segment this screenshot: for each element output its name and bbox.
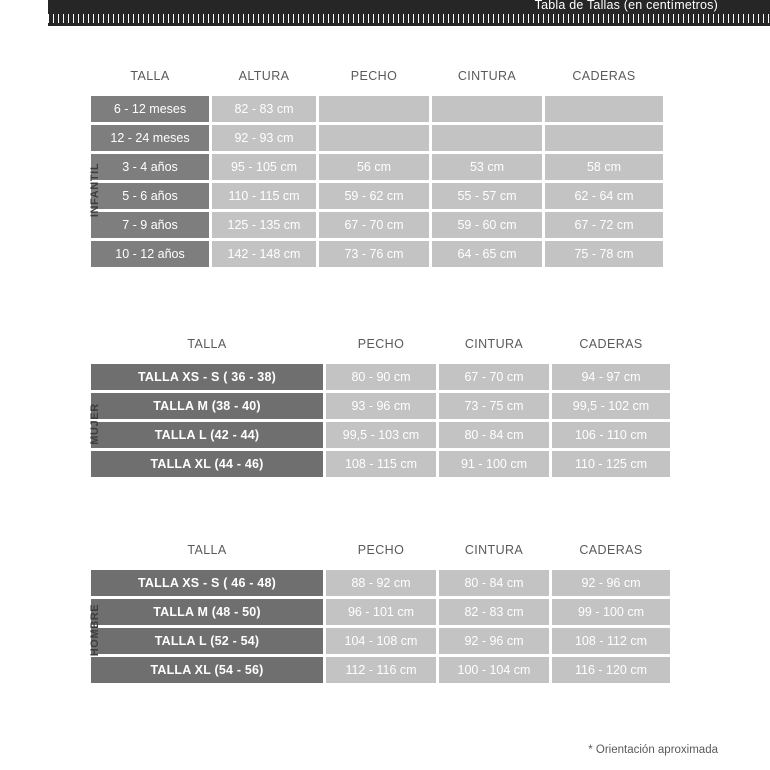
column-header: CINTURA (464, 337, 524, 351)
table-row (91, 422, 670, 448)
column-header: TALLA (130, 69, 170, 83)
table-row (91, 364, 670, 390)
measure-cell: 93 - 96 cm (326, 393, 436, 419)
table-row (91, 125, 663, 151)
table-row (91, 570, 670, 596)
size-cell: TALLA M (38 - 40) (91, 393, 323, 419)
table-row (91, 241, 663, 267)
table-row (91, 657, 670, 683)
size-cell: TALLA XL (44 - 46) (91, 451, 323, 477)
measure-cell (545, 96, 663, 122)
size-cell: 7 - 9 años (91, 212, 209, 238)
measure-cell: 110 - 125 cm (552, 451, 670, 477)
measure-cell: 116 - 120 cm (552, 657, 670, 683)
size-cell: TALLA XS - S ( 36 - 38) (91, 364, 323, 390)
column-header: PECHO (357, 337, 405, 351)
table-row (91, 154, 663, 180)
measure-cell: 95 - 105 cm (212, 154, 316, 180)
size-cell: 3 - 4 años (91, 154, 209, 180)
table-header-row (91, 65, 663, 93)
size-cell: 10 - 12 años (91, 241, 209, 267)
table-row (91, 451, 670, 477)
measure-cell: 100 - 104 cm (439, 657, 549, 683)
measure-cell: 56 cm (319, 154, 429, 180)
measure-cell: 94 - 97 cm (552, 364, 670, 390)
measure-cell: 82 - 83 cm (439, 599, 549, 625)
measure-cell: 96 - 101 cm (326, 599, 436, 625)
size-cell: TALLA XS - S ( 46 - 48) (91, 570, 323, 596)
table-row (91, 183, 663, 209)
measure-cell (319, 125, 429, 151)
measure-cell: 99,5 - 102 cm (552, 393, 670, 419)
ruler-mask-bottom (48, 23, 770, 26)
side-label-mujer: MUJER (89, 403, 101, 445)
table-row (91, 628, 670, 654)
size-cell: TALLA M (48 - 50) (91, 599, 323, 625)
table-header-row (91, 539, 670, 567)
column-header: CINTURA (457, 69, 517, 83)
measure-cell: 112 - 116 cm (326, 657, 436, 683)
measure-cell: 80 - 84 cm (439, 570, 549, 596)
measure-cell: 88 - 92 cm (326, 570, 436, 596)
measure-cell (319, 96, 429, 122)
measure-cell: 125 - 135 cm (212, 212, 316, 238)
measure-cell: 110 - 115 cm (212, 183, 316, 209)
side-label-infantil: INFANTIL (89, 162, 101, 218)
measure-cell: 92 - 96 cm (552, 570, 670, 596)
measure-cell: 58 cm (545, 154, 663, 180)
measure-cell (545, 125, 663, 151)
size-cell: 6 - 12 meses (91, 96, 209, 122)
column-header: CADERAS (579, 337, 643, 351)
column-header: CINTURA (464, 543, 524, 557)
measure-cell: 67 - 70 cm (319, 212, 429, 238)
measure-cell: 99,5 - 103 cm (326, 422, 436, 448)
column-header: PECHO (350, 69, 398, 83)
column-header: TALLA (187, 543, 227, 557)
column-header: CADERAS (572, 69, 636, 83)
column-header: PECHO (357, 543, 405, 557)
top-banner (48, 0, 770, 14)
table-block-infantil (88, 62, 666, 270)
measure-cell: 92 - 93 cm (212, 125, 316, 151)
column-header: CADERAS (579, 543, 643, 557)
measure-cell: 108 - 115 cm (326, 451, 436, 477)
table-block-hombre (88, 536, 673, 686)
measure-cell: 108 - 112 cm (552, 628, 670, 654)
measure-cell: 67 - 72 cm (545, 212, 663, 238)
measure-cell: 59 - 62 cm (319, 183, 429, 209)
measure-cell (432, 125, 542, 151)
measure-cell: 73 - 75 cm (439, 393, 549, 419)
measure-cell: 80 - 90 cm (326, 364, 436, 390)
measure-cell (432, 96, 542, 122)
measure-cell: 53 cm (432, 154, 542, 180)
size-cell: 12 - 24 meses (91, 125, 209, 151)
size-table-hombre (88, 536, 673, 686)
size-cell: TALLA XL (54 - 56) (91, 657, 323, 683)
measure-cell: 82 - 83 cm (212, 96, 316, 122)
measure-cell: 62 - 64 cm (545, 183, 663, 209)
banner-title: Tabla de Tallas (en centímetros) (534, 0, 718, 12)
size-cell: TALLA L (42 - 44) (91, 422, 323, 448)
table-block-mujer (88, 330, 673, 480)
size-cell: 5 - 6 años (91, 183, 209, 209)
table-header-row (91, 333, 670, 361)
measure-cell: 99 - 100 cm (552, 599, 670, 625)
measure-cell: 75 - 78 cm (545, 241, 663, 267)
measure-cell: 91 - 100 cm (439, 451, 549, 477)
ruler-strip (48, 14, 770, 26)
table-row (91, 393, 670, 419)
measure-cell: 64 - 65 cm (432, 241, 542, 267)
measure-cell: 73 - 76 cm (319, 241, 429, 267)
measure-cell: 104 - 108 cm (326, 628, 436, 654)
side-label-hombre: HOMBRE (89, 603, 101, 657)
size-table-mujer (88, 330, 673, 480)
measure-cell: 80 - 84 cm (439, 422, 549, 448)
table-row (91, 599, 670, 625)
measure-cell: 92 - 96 cm (439, 628, 549, 654)
size-cell: TALLA L (52 - 54) (91, 628, 323, 654)
measure-cell: 55 - 57 cm (432, 183, 542, 209)
measure-cell: 106 - 110 cm (552, 422, 670, 448)
size-table-infantil (88, 62, 666, 270)
measure-cell: 59 - 60 cm (432, 212, 542, 238)
table-row (91, 96, 663, 122)
footnote: * Orientación aproximada (588, 744, 718, 756)
column-header: TALLA (187, 337, 227, 351)
measure-cell: 67 - 70 cm (439, 364, 549, 390)
column-header: ALTURA (238, 69, 290, 83)
measure-cell: 142 - 148 cm (212, 241, 316, 267)
table-row (91, 212, 663, 238)
